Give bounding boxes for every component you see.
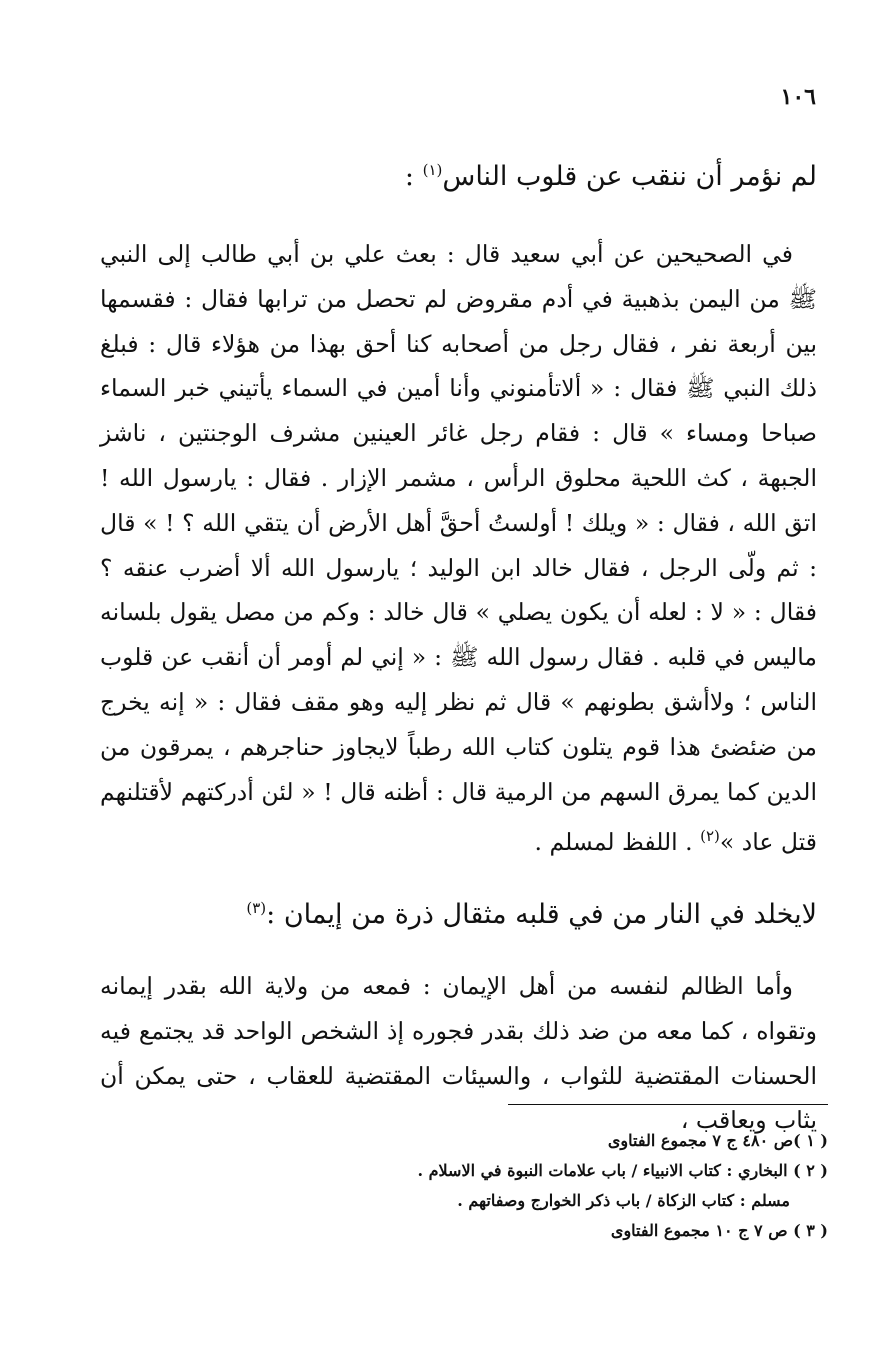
page-number: ١٠٦ bbox=[780, 84, 816, 110]
heading-text: لم نؤمر أن ننقب عن قلوب الناس bbox=[442, 161, 817, 192]
body-paragraph bbox=[100, 232, 817, 865]
footnote-marker: (٢) bbox=[700, 827, 720, 846]
footnote: ( ٢ ) البخاري : كتاب الانبياء / باب علامات النبوة في الاسلام . bbox=[417, 1161, 828, 1180]
section-heading bbox=[100, 145, 817, 202]
heading-text: لايخلد في النار من في قلبه مثقال ذرة من إيمان : bbox=[266, 898, 817, 930]
paragraph-text: في الصحيحين عن أبي سعيد قال : بعث علي بن أبي طالب إلى النبي ﷺ من اليمن بذهبية في أدم مقروض لم تحصل من ترابها فقال : فقسمها بين أربعة نفر ، فقال رجل من أصحابه كنا أحق بهذا من هؤلاء قال : فبلغ ذلك النبي ﷺ فقال : « ألاتأمنوني وأنا أمين في السماء يأتيني خبر السماء صباحا ومساء » قال : فقام رجل غائر العينين مشرف الوجنتين ، ناشز الجبهة ، كث اللحية محلوق الرأس ، مشمر الإزار . فقال : يارسول الله ! اتق الله ، فقال : « ويلك ! أولستُ أحقَّ أهل الأرض أن يتقي الله ؟ ! » قال : ثم ولّى الرجل ، فقال خالد ابن الوليد ؛ يارسول الله ألا أضرب عنقه ؟ فقال : « لا : لعله أن يكون يصلي » قال خالد : وكم من مصل يقول بلسانه ماليس في قلبه . فقال رسول الله ﷺ : « إني لم أومر أن أنقب عن قلوب الناس ؛ ولاأشق بطونهم » قال ثم نظر إليه وهو مقف فقال : « إنه يخرج من ضئضئ هذا قوم يتلون كتاب الله رطباً لايجاوز حناجرهم ، يمرقون من الدين كما يمرق السهم من الرمية قال : أظنه قال ! « لئن أدركتهم لأقتلنهم قتل عاد » bbox=[100, 240, 817, 857]
footnote: ( ١ )ص ٤٨٠ ج ٧ مجموع الفتاوى bbox=[607, 1131, 828, 1150]
heading-punctuation: : bbox=[404, 161, 423, 192]
section-heading bbox=[100, 883, 817, 940]
footnotes bbox=[100, 1126, 828, 1246]
paragraph-text: وأما الظالم لنفسه من أهل الإيمان : فمعه من ولاية الله بقدر إيمانه وتقواه ، كما معه من ضد ذلك بقدر فجوره إذ الشخص الواحد قد يجتمع فيه الحسنات المقتضية للثواب ، والسيئات المقتضية للعقاب ، حتى يمكن أن يثاب ويعاقب ، bbox=[100, 971, 817, 1135]
footnote-marker: (١) bbox=[422, 161, 443, 179]
paragraph-ending: . اللفظ لمسلم . bbox=[534, 828, 701, 857]
footnote-marker: (٣) bbox=[246, 898, 267, 917]
footnote: ( ٣ ) ص ٧ ج ١٠ مجموع الفتاوى bbox=[610, 1221, 828, 1240]
footnote-separator bbox=[508, 1104, 828, 1105]
main-text bbox=[100, 145, 817, 1143]
body-paragraph bbox=[100, 964, 817, 1143]
footnote-continuation: مسلم : كتاب الزكاة / باب ذكر الخوارج وصفاتهم . bbox=[457, 1191, 790, 1210]
